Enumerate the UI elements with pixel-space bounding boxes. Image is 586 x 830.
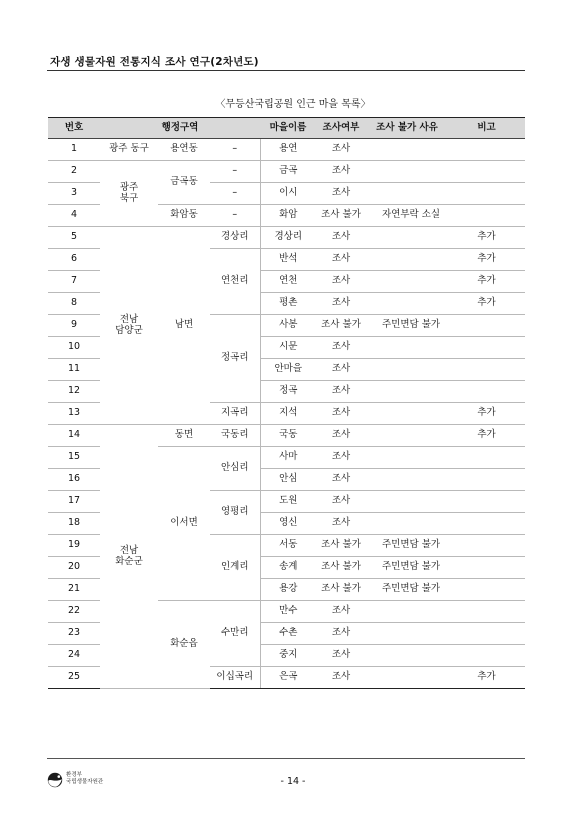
admin-region: 전남 화순군 [100,425,158,689]
survey-status: 조사 [316,139,366,161]
reason [366,271,448,293]
reason [366,425,448,447]
row-number: 17 [48,491,100,513]
survey-status: 조사 [316,249,366,271]
survey-status: 조사 [316,161,366,183]
reason: 주민면담 불가 [366,579,448,601]
row-number: 13 [48,403,100,425]
note: 추가 [448,425,525,447]
organization-line-1: 환경부 [66,772,82,778]
admin-dong: 화암동 [158,205,210,227]
row-number: 6 [48,249,100,271]
survey-status: 조사 [316,667,366,689]
survey-status: 조사 [316,271,366,293]
reason [366,601,448,623]
survey-status: 조사 [316,337,366,359]
row-number: 5 [48,227,100,249]
admin-ri: 인계리 [210,535,260,601]
reason [366,183,448,205]
survey-status: 조사 [316,359,366,381]
village-list-table [48,117,525,689]
admin-ri: 영평리 [210,491,260,535]
village-name: 만수 [260,601,316,623]
document-header-title: 자생 생물자원 전통지식 조사 연구(2차년도) [50,56,259,68]
table-caption: 〈무등산국립공원 인근 마을 목록〉 [215,99,371,110]
admin-ri: 이십곡리 [210,667,260,689]
village-name: 평촌 [260,293,316,315]
table-row [48,139,525,161]
admin-ri: 경상리 [210,227,260,249]
note [448,381,525,403]
village-name: 도원 [260,491,316,513]
reason [366,469,448,491]
admin-ri: 수만리 [210,601,260,667]
village-name: 안마을 [260,359,316,381]
col-header-reason: 조사 불가 사유 [366,118,448,139]
col-header-no: 번호 [48,118,100,139]
survey-status: 조사 [316,227,366,249]
admin-region: 광주 북구 [100,161,158,227]
survey-status: 조사 불가 [316,557,366,579]
row-number: 3 [48,183,100,205]
note [448,359,525,381]
reason [366,623,448,645]
note: 추가 [448,667,525,689]
note: 추가 [448,271,525,293]
village-name: 서동 [260,535,316,557]
survey-status: 조사 [316,623,366,645]
village-name: 은곡 [260,667,316,689]
reason [366,645,448,667]
survey-status: 조사 [316,381,366,403]
survey-status: 조사 불가 [316,315,366,337]
reason [366,227,448,249]
survey-status: 조사 [316,293,366,315]
note [448,557,525,579]
note [448,469,525,491]
village-name: 정곡 [260,381,316,403]
survey-status: 조사 [316,645,366,667]
admin-myeon: 동면 [158,425,210,447]
village-name: 반석 [260,249,316,271]
reason [366,403,448,425]
admin-ri: 안심리 [210,447,260,491]
admin-ri: – [210,139,260,161]
survey-status: 조사 [316,601,366,623]
reason [366,359,448,381]
reason: 주민면담 불가 [366,557,448,579]
row-number: 12 [48,381,100,403]
reason [366,161,448,183]
table-row [48,227,525,249]
table-row [48,161,525,183]
row-number: 11 [48,359,100,381]
row-number: 16 [48,469,100,491]
survey-status: 조사 [316,513,366,535]
row-number: 14 [48,425,100,447]
reason [366,293,448,315]
note [448,601,525,623]
note: 추가 [448,227,525,249]
col-header-admin: 행정구역 [100,118,260,139]
reason [366,447,448,469]
village-name: 시문 [260,337,316,359]
admin-dong: 용연동 [158,139,210,161]
village-name: 용강 [260,579,316,601]
village-name: 이시 [260,183,316,205]
row-number: 21 [48,579,100,601]
note: 추가 [448,293,525,315]
survey-status: 조사 [316,491,366,513]
survey-status: 조사 [316,183,366,205]
village-name: 화암 [260,205,316,227]
row-number: 1 [48,139,100,161]
village-name: 연천 [260,271,316,293]
admin-eup: 화순읍 [158,601,210,689]
col-header-village: 마을이름 [260,118,316,139]
reason [366,139,448,161]
village-name: 사마 [260,447,316,469]
survey-status: 조사 [316,425,366,447]
col-header-surveyed: 조사여부 [316,118,366,139]
village-name: 영신 [260,513,316,535]
page-number: - 14 - [280,776,306,787]
header-rule [47,70,525,71]
note [448,645,525,667]
village-name: 용연 [260,139,316,161]
row-number: 23 [48,623,100,645]
admin-dong: 금곡동 [158,161,210,205]
row-number: 19 [48,535,100,557]
row-number: 15 [48,447,100,469]
admin-ri: – [210,161,260,183]
survey-status: 조사 불가 [316,579,366,601]
row-number: 20 [48,557,100,579]
note [448,205,525,227]
note [448,447,525,469]
reason: 자연부락 소실 [366,205,448,227]
village-name: 경상리 [260,227,316,249]
table-header-row [48,118,525,139]
admin-ri: 국동리 [210,425,260,447]
reason: 주민면담 불가 [366,315,448,337]
row-number: 24 [48,645,100,667]
village-name: 수촌 [260,623,316,645]
village-name: 국동 [260,425,316,447]
note [448,491,525,513]
village-name: 중지 [260,645,316,667]
survey-status: 조사 불가 [316,535,366,557]
row-number: 7 [48,271,100,293]
reason [366,667,448,689]
row-number: 8 [48,293,100,315]
reason [366,513,448,535]
organization-line-2: 국립생물자원관 [66,779,104,786]
footer-rule [47,758,525,759]
village-name: 사봉 [260,315,316,337]
row-number: 4 [48,205,100,227]
table-row [48,425,525,447]
note [448,535,525,557]
reason [366,381,448,403]
survey-status: 조사 [316,403,366,425]
admin-myeon: 남면 [158,227,210,425]
note [448,623,525,645]
village-name: 지석 [260,403,316,425]
row-number: 9 [48,315,100,337]
reason: 주민면담 불가 [366,535,448,557]
survey-status: 조사 [316,447,366,469]
admin-ri: – [210,205,260,227]
note [448,513,525,535]
note: 추가 [448,403,525,425]
survey-status: 조사 [316,469,366,491]
note [448,315,525,337]
admin-myeon: 이서면 [158,447,210,601]
note: 추가 [448,249,525,271]
note [448,139,525,161]
note [448,161,525,183]
admin-ri: 지곡리 [210,403,260,425]
note [448,183,525,205]
row-number: 18 [48,513,100,535]
admin-ri: 정곡리 [210,315,260,403]
row-number: 25 [48,667,100,689]
note [448,579,525,601]
reason [366,491,448,513]
village-name: 안심 [260,469,316,491]
admin-ri: – [210,183,260,205]
row-number: 10 [48,337,100,359]
reason [366,337,448,359]
reason [366,249,448,271]
col-header-note: 비고 [448,118,525,139]
row-number: 22 [48,601,100,623]
village-name: 금곡 [260,161,316,183]
village-name: 송계 [260,557,316,579]
admin-ri: 연천리 [210,249,260,315]
row-number: 2 [48,161,100,183]
admin-region: 전남 담양군 [100,227,158,425]
admin-region: 광주 동구 [100,139,158,161]
survey-status: 조사 불가 [316,205,366,227]
note [448,337,525,359]
